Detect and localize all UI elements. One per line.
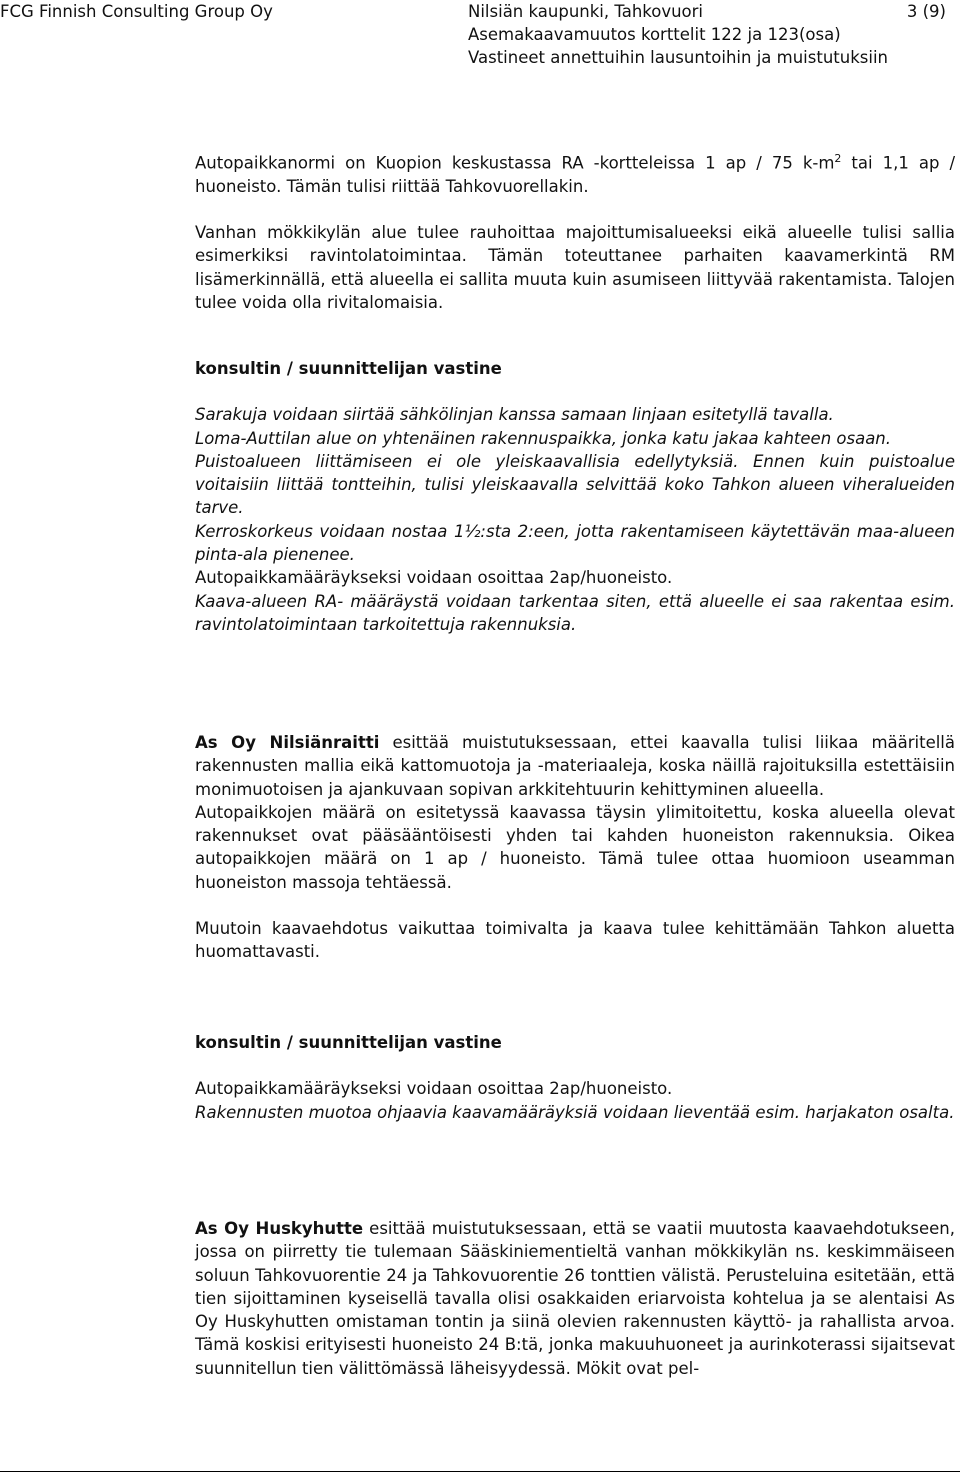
- document-title-block: [468, 0, 888, 69]
- parking-norm-text: Autopaikkanormi on Kuopion keskustassa RA -kortteleissa 1 ap / 75 k-m: [195, 153, 835, 173]
- response-line-6: Kaava-alueen RA- määräystä voidaan tarkentaa siten, että alueelle ei saa rakentaa esim. ravintolatoimintaan tarkoitettuja rakennuksia.: [195, 591, 955, 634]
- company-name: FCG Finnish Consulting Group Oy: [0, 2, 273, 21]
- objector-name: As Oy Huskyhutte: [195, 1219, 364, 1238]
- section-3: [195, 1217, 955, 1380]
- document-title-line-1: Nilsiän kaupunki, Tahkovuori: [468, 2, 704, 21]
- parking-norm-text-end: tai 1,1 ap / huoneisto. Tämän tulisi riittää Tahkovuorellakin.: [195, 153, 955, 196]
- paragraph-otherwise: Muutoin kaavaehdotus vaikuttaa toimivalta ja kaava tulee kehittämään Tahkon aluetta huomattavasti.: [195, 919, 955, 962]
- response-line-5: Autopaikkamääräykseksi voidaan osoittaa 2ap/huoneisto.: [195, 568, 673, 588]
- response-line-2: Loma-Auttilan alue on yhtenäinen rakennuspaikka, jonka katu jakaa kahteen osaan.: [195, 428, 892, 448]
- paragraph-nilsianraitti: [195, 731, 955, 801]
- response-1: [195, 357, 955, 636]
- response-line-1: Autopaikkamääräykseksi voidaan osoittaa 2ap/huoneisto.: [195, 1079, 673, 1099]
- paragraph-parking: Autopaikkojen määrä on esitetyssä kaavassa täysin ylimitoitettu, koska alueella olevat rakennukset ovat pääsääntöisesti yhden tai kahden huoneiston rakennuksia. Oikea autopaikkojen määrä on 1 ap / huoneisto. Tämä tulee ottaa huomioon useamman huoneiston massoja tehtäessä.: [195, 802, 955, 892]
- document-title-line-2: Asemakaavamuutos korttelit 122 ja 123(osa): [468, 25, 841, 44]
- paragraph-huskyhutte: [195, 1217, 955, 1380]
- objection-text: esittää muistutuksessaan, että se vaatii muutosta kaavaehdotukseen, jossa on piirretty tie tulemaan Sääskiniementieltä vanhan mökkikylän ns. keskimmäiseen soluun Tahkovuorentie 24 ja Tahkovuorentie 26 tonttien välistä. Perusteluina esitetään, että tien sijoittaminen kyseisellä tavalla olisi osakkaiden eriarvoista kohtelua ja se alentaisi As Oy Huskyhutten omistaman tontin ja siinä olevien rakennusten käyttö- ja rahallista arvoa. Tämä koskisi erityisesti huoneisto 24 B:tä, jonka makuuhuoneet ja aurinkoterassi sijaitsevat suunnitellun tien välittömässä läheisyydessä. Mökit ovat pel-: [195, 1219, 955, 1378]
- objector-name: As Oy Nilsiänraitti: [195, 733, 380, 752]
- section-2: [195, 731, 955, 964]
- superscript: 2: [834, 152, 842, 165]
- response-2: [195, 1031, 955, 1124]
- response-line-2: Rakennusten muotoa ohjaavia kaavamääräyksiä voidaan lieventää esim. harjakaton osalta.: [195, 1102, 955, 1122]
- response-line-1: Sarakuja voidaan siirtää sähkölinjan kanssa samaan linjaan esitetyllä tavalla.: [195, 405, 834, 425]
- page-number: 3 (9): [906, 2, 946, 21]
- response-line-3: Puistoalueen liittämiseen ei ole yleiskaavallisia edellytyksiä. Ennen kuin puistoalue voitaisiin liittää tontteihin, tulisi yleiskaavalla selvittää koko Tahkon alueen viheralueiden tarve.: [195, 451, 955, 518]
- response-heading: konsultin / suunnittelijan vastine: [195, 1033, 502, 1052]
- footer-rule: [0, 1471, 960, 1472]
- paragraph-parking-norm: [195, 147, 955, 198]
- paragraph-cabin-village: Vanhan mökkikylän alue tulee rauhoittaa majoittumisalueeksi eikä alueelle tulisi sallia esimerkiksi ravintolatoimintaa. Tämän toteuttanee parhaiten kaavamerkintä RM lisämerkinnällä, että alueella ei sallita muuta kuin asumiseen liittyvää rakentamista. Talojen tulee voida olla rivitalomaisia.: [195, 223, 955, 312]
- response-line-4: Kerroskorkeus voidaan nostaa 1½:sta 2:een, jotta rakentamiseen käytettävän maa-alueen pinta-ala pienenee.: [195, 521, 955, 565]
- section-1: [195, 147, 955, 314]
- response-heading: konsultin / suunnittelijan vastine: [195, 359, 502, 378]
- objection-text: esittää muistutuksessaan, ettei kaavalla tulisi liikaa määritellä rakennusten mallia eikä kattomuotoja ja -materiaaleja, koska näillä rajoituksilla estettäisiin monimuotoisen ja ajankuvaan sopivan arkkitehtuurin kehittyminen alueella.: [195, 733, 956, 799]
- document-title-line-3: Vastineet annettuihin lausuntoihin ja muistutuksiin: [468, 48, 888, 67]
